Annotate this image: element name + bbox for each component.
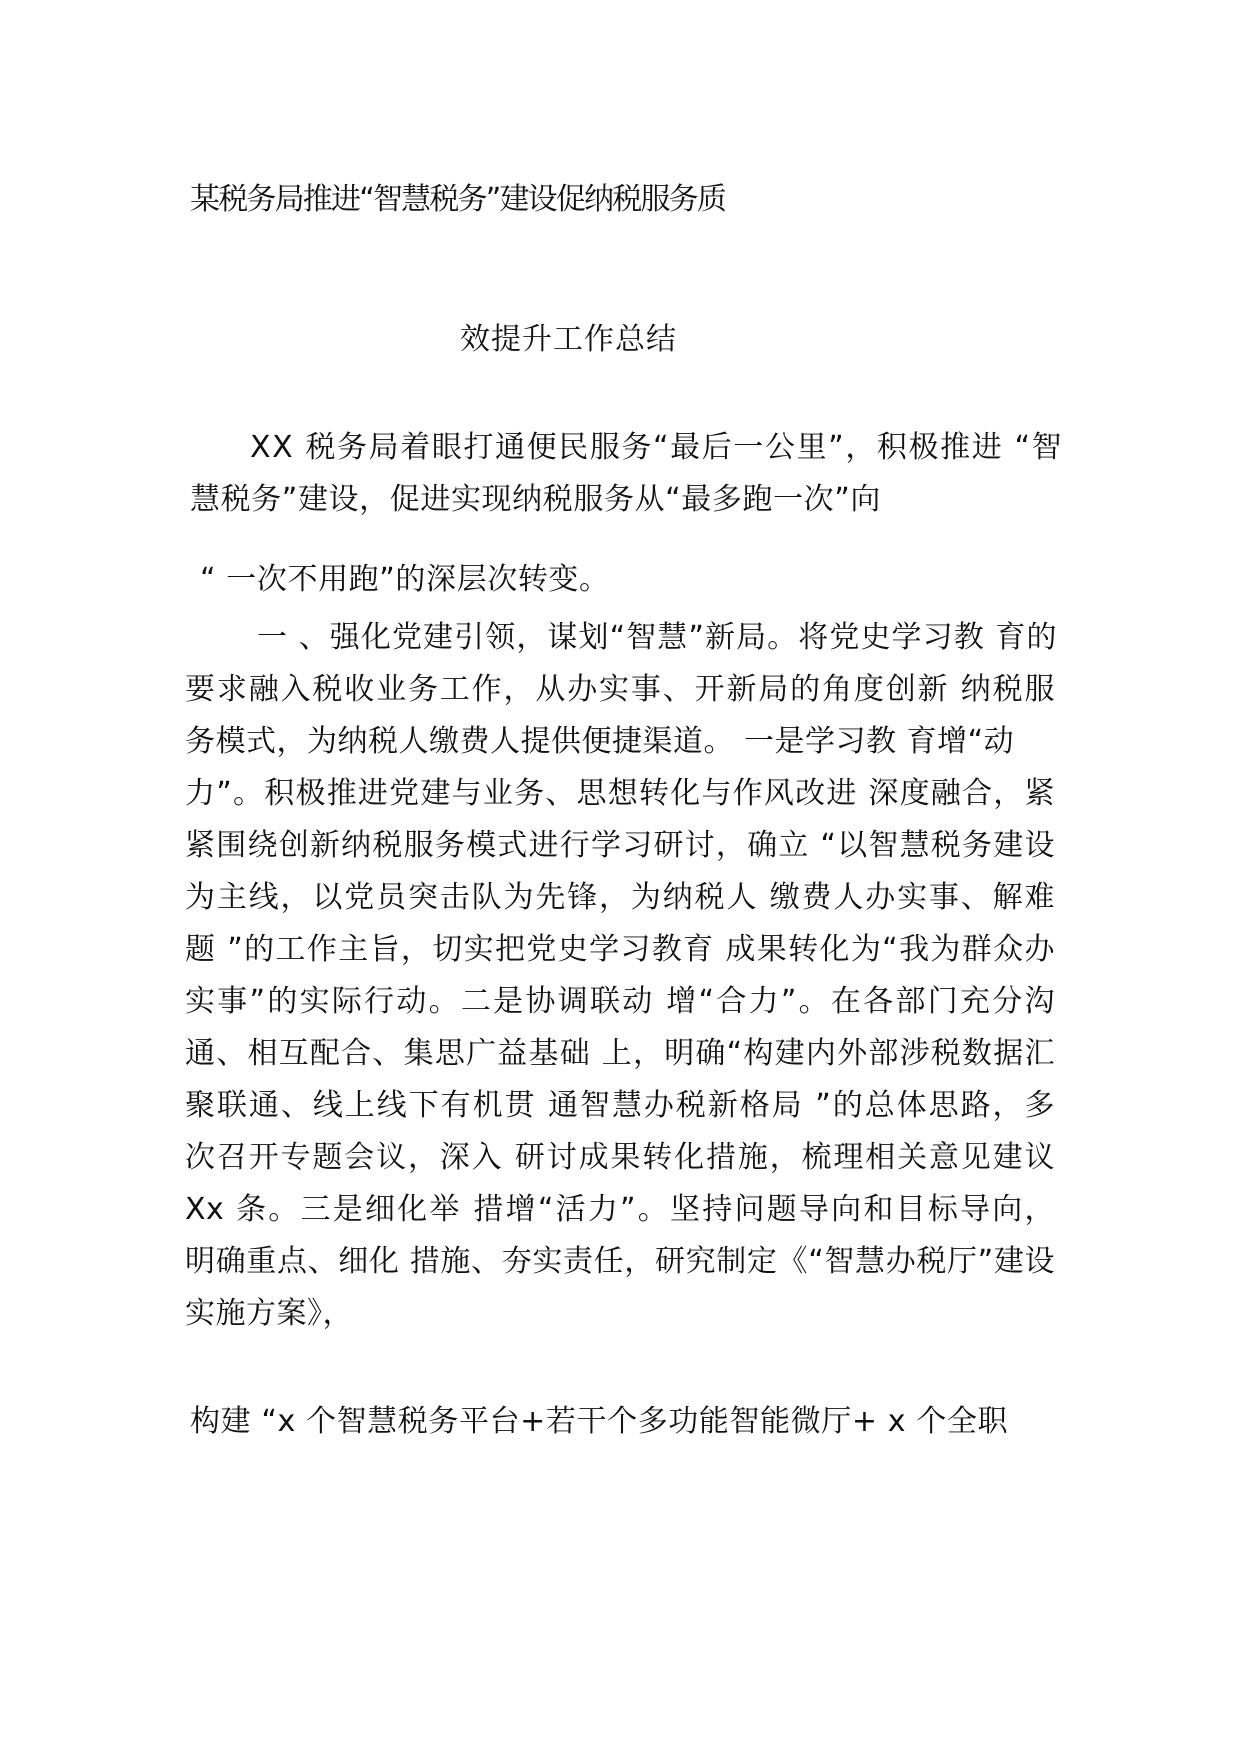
section1-line: 聚联通、线上线下有机贯 通智慧办税新格局 ”的总体思路，多: [185, 1088, 1055, 1123]
section1-line: 实事”的实际行动。二是协调联动 增“合力”。在各部门充分沟: [185, 984, 1055, 1019]
intro-line-2: 慧税务”建设，促进实现纳税服务从“最多跑一次”向: [190, 482, 882, 517]
section1-line: 通、相互配合、集思广益基础 上，明确“构建内外部涉税数据汇: [185, 1036, 1055, 1071]
section1-line: 次召开专题会议，深入 研讨成果转化措施，梳理相关意见建议: [185, 1140, 1055, 1175]
section1-line: 力”。积极推进党建与业务、思想转化与作风改进 深度融合，紧: [185, 776, 1055, 811]
intro-line-1: XX 税务局着眼打通便民服务“最后一公里”，积极推进 “智: [250, 430, 1064, 465]
section1-line: 务模式，为纳税人缴费人提供便捷渠道。 一是学习教 育增“动: [185, 724, 1015, 759]
intro-line-3: “ 一次不用跑”的深层次转变。: [200, 562, 610, 597]
section1-line: 明确重点、细化 措施、夯实责任，研究制定《“智慧办税厅”建设: [185, 1244, 1055, 1279]
continuation-line: 构建 “x 个智慧税务平台+若干个多功能智能微厅+ x 个全职: [190, 1404, 1009, 1439]
document-title-line-1: 某税务局推进“智慧税务”建设促纳税服务质: [190, 182, 726, 217]
section1-line: 一 、强化党建引领，谋划“智慧”新局。将党史学习教 育的: [257, 620, 1057, 655]
section1-line: 实施方案》，: [185, 1296, 353, 1331]
section1-line: Xx 条。三是细化举 措增“活力”。坚持问题导向和目标导向，: [185, 1192, 1055, 1227]
section1-line: 题 ”的工作主旨，切实把党史学习教育 成果转化为“我为群众办: [185, 932, 1055, 967]
section1-line: 要求融入税收业务工作，从办实事、开新局的角度创新 纳税服: [185, 672, 1055, 707]
section1-line: 为主线，以党员突击队为先锋，为纳税人 缴费人办实事、解难: [185, 880, 1055, 915]
document-title-line-2: 效提升工作总结: [460, 322, 677, 357]
section1-line: 紧围绕创新纳税服务模式进行学习研讨，确立 “以智慧税务建设: [185, 828, 1055, 863]
